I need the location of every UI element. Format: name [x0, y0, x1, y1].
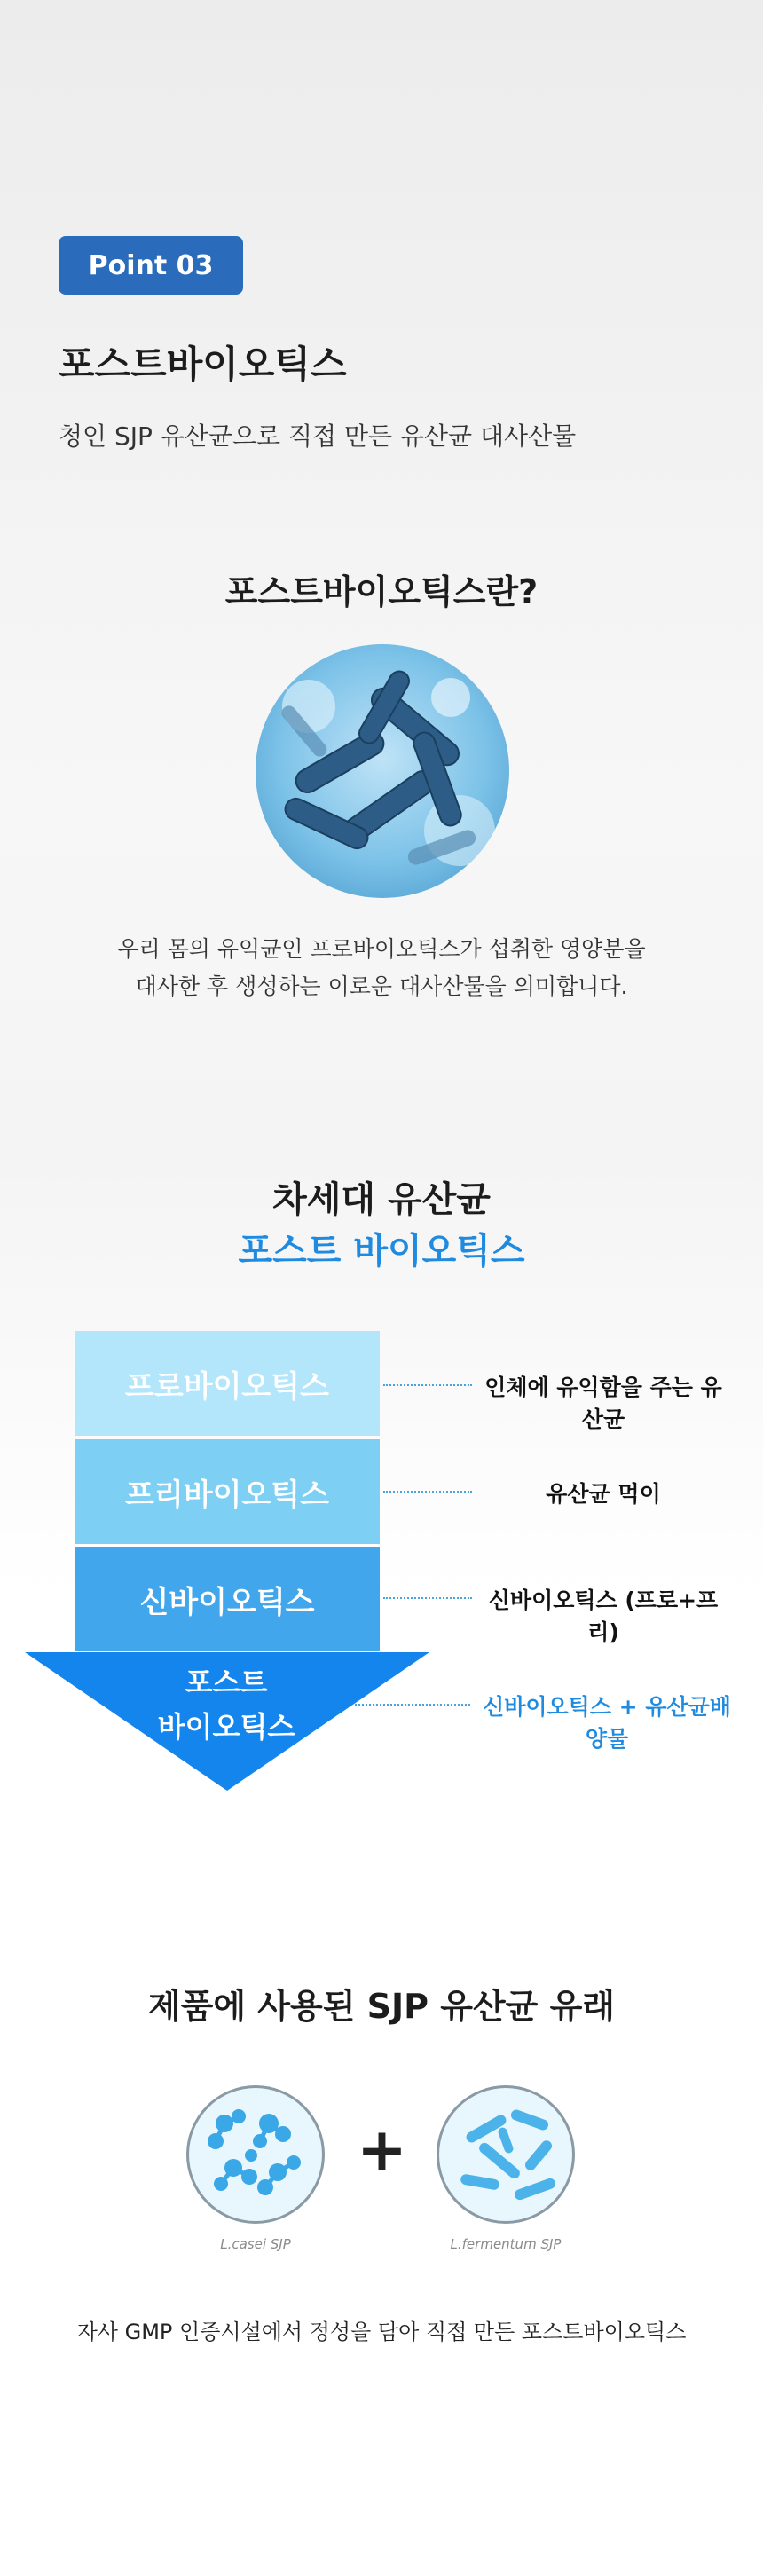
bacilli-illustration [439, 2088, 572, 2221]
level-prebiotics-desc: 유산균 먹이 [546, 1481, 661, 1507]
cocci-illustration [189, 2088, 322, 2221]
point-badge: Point 03 [59, 236, 243, 295]
bacteria-image [256, 644, 509, 898]
fermentum-strain-image [437, 2085, 575, 2224]
connector-2 [383, 1491, 472, 1493]
arrow-label-line-2: 바이오틱스 [157, 1710, 295, 1744]
plus-sign: + [357, 2115, 407, 2186]
description-line-2: 대사한 후 생성하는 이로운 대사산물을 의미합니다. [135, 973, 628, 999]
section-title-what-is: 포스트바이오틱스란? [224, 572, 539, 611]
level-prebiotics: 프리바이오틱스 [75, 1439, 380, 1544]
casei-strain-image [186, 2085, 325, 2224]
section-title-origin: 제품에 사용된 SJP 유산균 유래 [147, 1987, 616, 2026]
connector-4 [355, 1704, 470, 1706]
casei-strain-label: L.casei SJP [220, 2236, 291, 2252]
postbiotics-desc: 신바이오틱스 + 유산균배양물 [483, 1694, 731, 1752]
description-line-1: 우리 몸의 유익균인 프로바이오틱스가 섭취한 영양분을 [117, 936, 646, 962]
page-subtitle: 청인 SJP 유산균으로 직접 만든 유산균 대사산물 [59, 421, 577, 451]
fermentum-strain-label: L.fermentum SJP [450, 2236, 562, 2252]
level-synbiotics: 신바이오틱스 [75, 1547, 380, 1651]
section-title-postbiotics: 포스트 바이오틱스 [238, 1231, 525, 1272]
page-title: 포스트바이오틱스 [59, 343, 347, 386]
connector-3 [383, 1597, 472, 1599]
bacteria-illustration [256, 644, 509, 898]
level-probiotics: 프로바이오틱스 [75, 1331, 380, 1436]
connector-1 [383, 1384, 472, 1386]
level-synbiotics-desc: 신바이오틱스 (프로+프리) [488, 1587, 719, 1645]
section-title-next-gen: 차세대 유산균 [272, 1179, 491, 1220]
arrow-label-line-1: 포스트 [185, 1666, 268, 1699]
level-probiotics-desc: 인체에 유익함을 주는 유산균 [484, 1375, 722, 1432]
footer-text: 자사 GMP 인증시설에서 정성을 담아 직접 만든 포스트바이오틱스 [76, 2320, 687, 2344]
